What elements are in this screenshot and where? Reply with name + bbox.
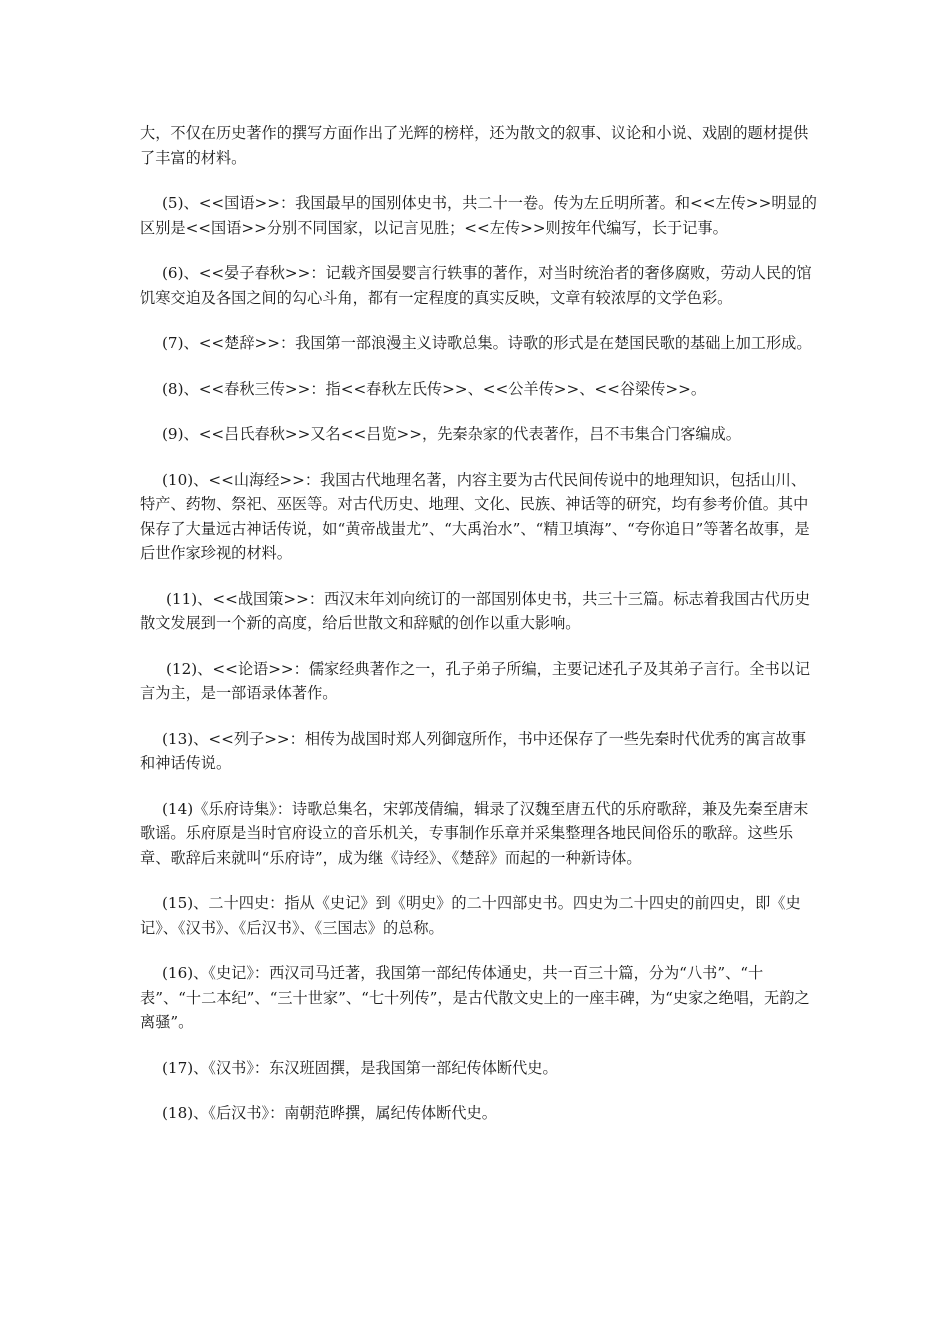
document-body — [140, 121, 820, 1147]
paragraph-number: (5)、 — [162, 194, 199, 212]
paragraph-number: (10)、 — [162, 470, 209, 489]
paragraph-number: (9)、 — [162, 425, 199, 443]
paragraph-hou-hanshu — [140, 1101, 820, 1126]
paragraph-text: 《后汉书》：南朝范晔撰，属纪传体断代史。 — [208, 1104, 497, 1122]
paragraph-text: <<山海经>>：我国古代地理名著，内容主要为古代民间传说中的地理知识，包括山川、特产、药物、祭祀、巫医等。对古代历史、地理、文化、民族、神话等的研究，均有参考价值。其中保存了大量远古神话传说，如“黄帝战蚩尤”、“大禹治水”、“精卫填海”、“夸你追日”等著名故事，是后世作家珍视的材料。 — [140, 470, 810, 562]
paragraph-chunqiu-sanzhuan — [140, 377, 820, 402]
paragraph-text: <<吕氏春秋>>又名<<吕览>>，先秦杂家的代表著作，吕不韦集合门客编成。 — [198, 425, 741, 443]
paragraph-yanzi-chunqiu — [140, 261, 820, 310]
paragraph-number: (16)、 — [162, 964, 209, 982]
paragraph-shiji — [140, 961, 820, 1035]
paragraph-number: (7)、 — [162, 334, 199, 352]
paragraph-number: (15)、 — [162, 894, 209, 912]
paragraph-number: (6)、 — [162, 264, 199, 282]
paragraph-text: <<论语>>：儒家经典著作之一，孔子弟子所编，主要记述孔子及其弟子言行。全书以记言为主，是一部语录体著作。 — [140, 659, 811, 702]
paragraph-ershisi-shi — [140, 891, 820, 940]
paragraph-text: 二十四史：指从《史记》到《明史》的二十四部史书。四史为二十四史的前四史，即《史记》、《汉书》、《后汉书》、《三国志》的总称。 — [140, 894, 801, 937]
paragraph-shanhaijing — [140, 468, 820, 566]
paragraph-number: (12)、 — [166, 659, 213, 678]
paragraph-text: <<春秋三传>>：指<<春秋左氏传>>、<<公羊传>>、<<谷梁传>>。 — [198, 379, 707, 398]
paragraph-hanshu — [140, 1056, 820, 1081]
paragraph-text: <<国语>>：我国最早的国别体史书，共二十一卷。传为左丘明所著。和<<左传>>明显的区别是<<国语>>分别不同国家，以记言见胜；<<左传>>则按年代编写，长于记事。 — [140, 194, 817, 237]
paragraph-lvshi-chunqiu — [140, 422, 820, 447]
paragraph-number: (18)、 — [162, 1104, 209, 1122]
paragraph-text: 《史记》：西汉司马迁著，我国第一部纪传体通史，共一百三十篇，分为“八书”、“十表”、“十二本纪”、“三十世家”、“七十列传”，是古代散文史上的一座丰碑，为“史家之绝唱，无韵之离骚”。 — [140, 964, 810, 1031]
paragraph-yuefu-shiji — [140, 797, 820, 871]
paragraph-number: (14) — [162, 799, 194, 818]
paragraph-number: (13)、 — [162, 729, 209, 748]
paragraph-liezi — [140, 727, 820, 776]
paragraph-text: <<晏子春秋>>：记载齐国晏婴言行轶事的著作，对当时统治者的奢侈腐败，劳动人民的馆饥寒交迫及各国之间的勾心斗角，都有一定程度的真实反映，文章有较浓厚的文学色彩。 — [140, 264, 812, 307]
paragraph-text: 大，不仅在历史著作的撰写方面作出了光辉的榜样，还为散文的叙事、议论和小说、戏剧的题材提供了丰富的材料。 — [140, 124, 809, 167]
paragraph-text: 《乐府诗集》：诗歌总集名，宋郭茂倩编，辑录了汉魏至唐五代的乐府歌辞，兼及先秦至唐末歌谣。乐府原是当时官府设立的音乐机关，专事制作乐章并采集整理各地民间俗乐的歌辞。这些乐章、歌辞后来就叫“乐府诗”，成为继《诗经》、《楚辞》而起的一种新诗体。 — [140, 799, 809, 867]
paragraph-chuci — [140, 331, 820, 356]
paragraph-text: <<战国策>>：西汉末年刘向统订的一部国别体史书，共三十三篇。标志着我国古代历史散文发展到一个新的高度，给后世散文和辞赋的创作以重大影响。 — [140, 589, 811, 632]
paragraph-text: <<楚辞>>：我国第一部浪漫主义诗歌总集。诗歌的形式是在楚国民歌的基础上加工形成。 — [198, 334, 812, 352]
paragraph-lunyu — [140, 657, 820, 706]
paragraph-zhanguoce — [140, 587, 820, 636]
paragraph-number: (8)、 — [162, 379, 199, 398]
paragraph-number: (11)、 — [166, 589, 213, 608]
paragraph-text: <<列子>>：相传为战国时郑人列御寇所作，书中还保存了一些先秦时代优秀的寓言故事和神话传说。 — [140, 729, 807, 772]
paragraph-guoyu — [140, 191, 820, 240]
paragraph-number: (17)、 — [162, 1058, 209, 1077]
paragraph-text: 《汉书》：东汉班固撰，是我国第一部纪传体断代史。 — [208, 1058, 558, 1077]
paragraph-continuation — [140, 121, 820, 170]
